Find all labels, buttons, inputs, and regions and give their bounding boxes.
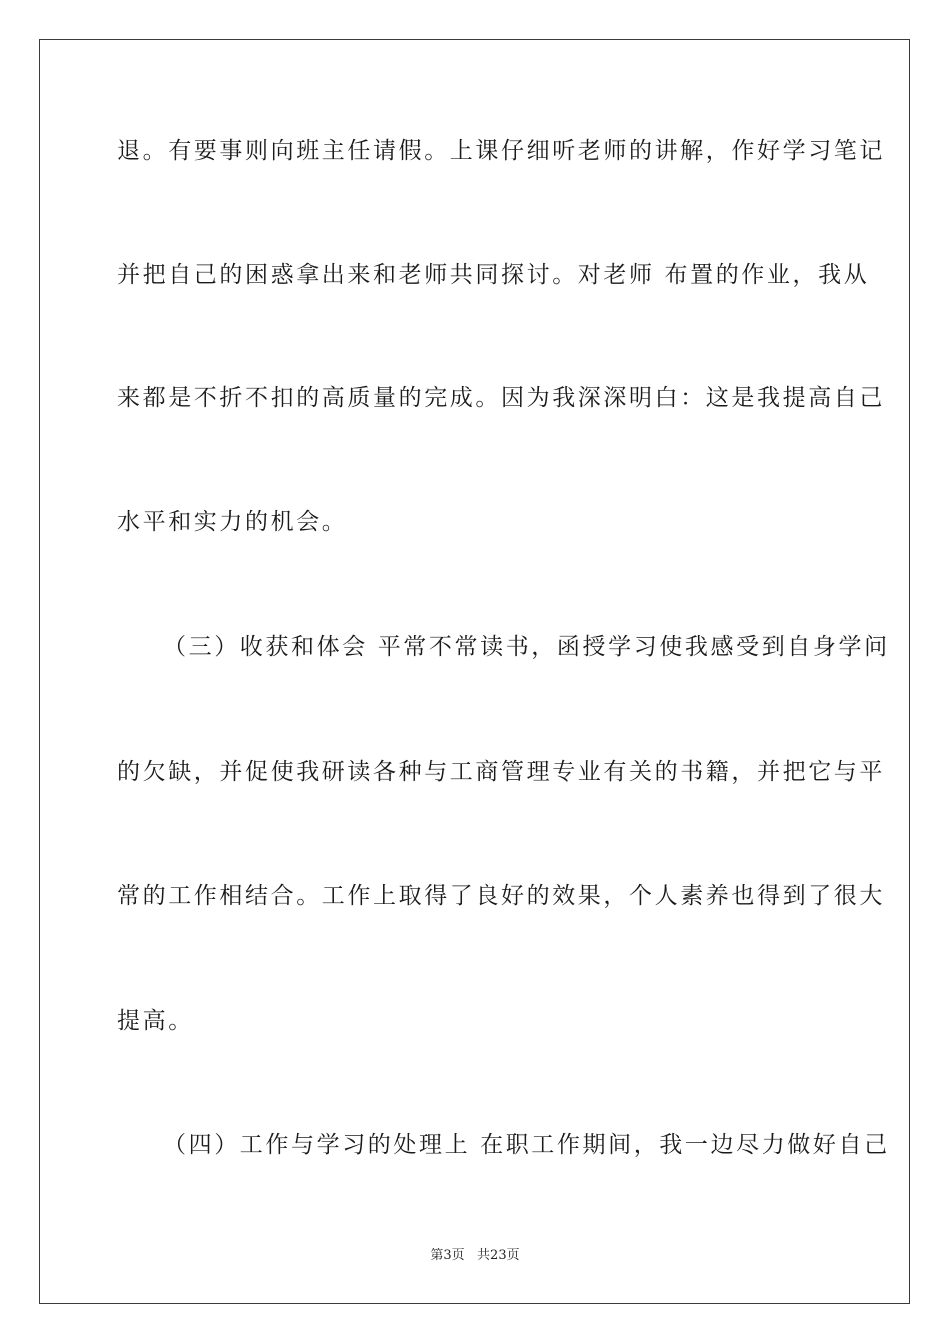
page-border [39,39,910,1304]
paragraph-line-7: 常的工作相结合。工作上取得了良好的效果，个人素养也得到了很大 [117,883,885,909]
paragraph-line-2: 并把自己的困惑拿出来和老师共同探讨。对老师 布置的作业，我从 [117,262,870,288]
paragraph-line-6: 的欠缺，并促使我研读各种与工商管理专业有关的书籍，并把它与平 [117,759,885,785]
paragraph-line-4: 水平和实力的机会。 [117,509,348,535]
paragraph-line-8: 提高。 [117,1008,194,1034]
section-heading-4: （四）工作与学习的处理上 在职工作期间，我一边尽力做好自己 [163,1132,890,1158]
page-number-footer: 第3页 共23页 [430,1248,520,1263]
paragraph-line-3: 来都是不折不扣的高质量的完成。因为我深深明白：这是我提高自己 [117,385,885,411]
paragraph-line-1: 退。有要事则向班主任请假。上课仔细听老师的讲解，作好学习笔记 [117,138,885,164]
section-heading-3: （三）收获和体会 平常不常读书，函授学习使我感受到自身学问 [163,634,890,660]
